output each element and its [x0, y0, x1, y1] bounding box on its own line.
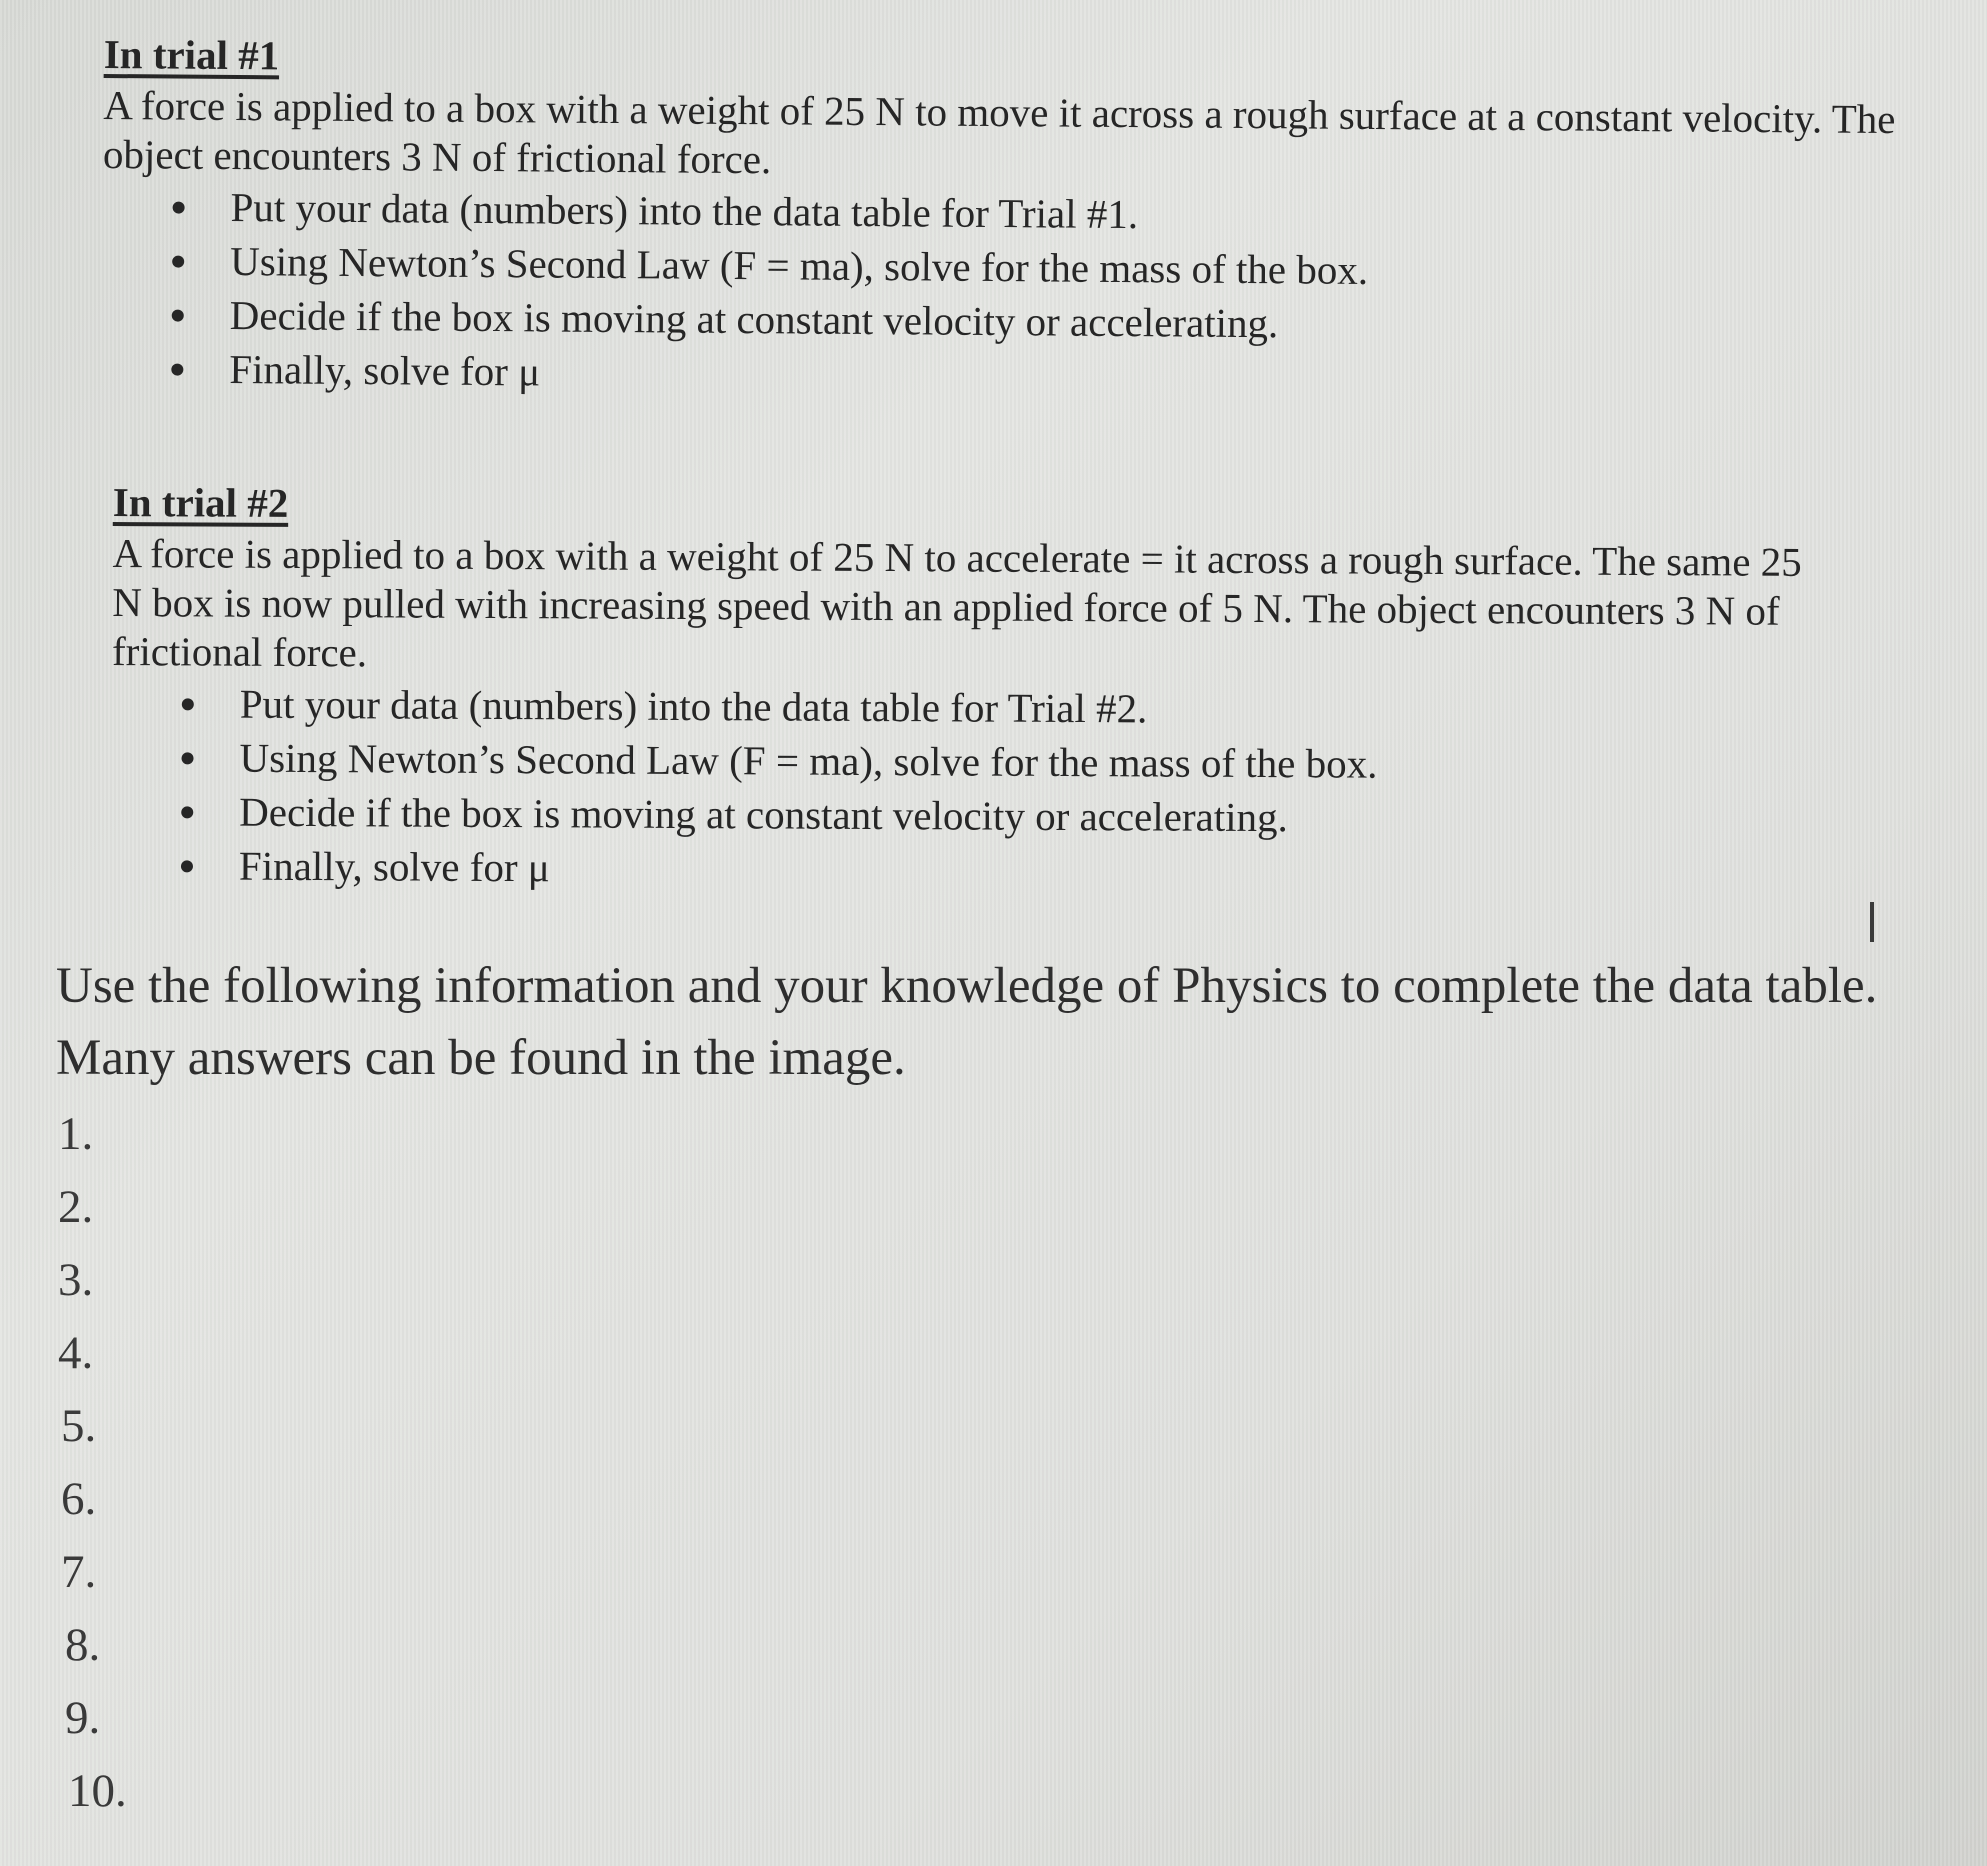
numbered-item[interactable]: 1. — [58, 1108, 94, 1160]
text-cursor-icon — [1870, 902, 1874, 942]
bullet-icon — [173, 202, 185, 214]
bullet-icon — [171, 364, 183, 376]
numbered-item[interactable]: 2. — [58, 1181, 94, 1233]
bullet-icon — [182, 752, 194, 764]
answer-number-list — [58, 1098, 127, 1828]
trial-1-heading: In trial #1 — [103, 30, 280, 79]
bullet-text: Decide if the box is moving at constant velocity or accelerating. — [229, 291, 1279, 347]
numbered-item[interactable]: 4. — [58, 1327, 94, 1379]
trial-1-bullet-list — [101, 179, 1903, 409]
bullet-text: Using Newton’s Second Law (F = ma), solve for the mass of the box. — [239, 734, 1378, 787]
list-item — [182, 676, 1832, 739]
numbered-item[interactable]: 5. — [61, 1400, 97, 1452]
bullet-text: Put your data (numbers) into the data table for Trial #2. — [239, 680, 1148, 732]
list-item — [181, 784, 1831, 847]
bullet-icon — [181, 860, 193, 872]
bullet-icon — [181, 806, 193, 818]
trial-1-paragraph: A force is applied to a box with a weight of 25 N to move it across a rough surface at a constant velocity. The object encounters 3 N of frictional force. — [102, 81, 1896, 183]
trial-1-section — [101, 30, 1904, 409]
bullet-text: Using Newton’s Second Law (F = ma), solve for the mass of the box. — [230, 237, 1369, 293]
bullet-icon — [172, 310, 184, 322]
trial-2-section — [111, 478, 1833, 901]
bullet-text: Finally, solve for μ — [238, 842, 550, 891]
list-item — [181, 838, 1831, 901]
trial-2-paragraph: A force is applied to a box with a weight of 25 N to accelerate = it across a rough surface. The same 25 N box is now pulled with increasing speed with an applied force of 5 N. The object encounters 3 N of frictional force. — [111, 529, 1802, 676]
numbered-item[interactable]: 9. — [65, 1692, 101, 1744]
bullet-icon — [182, 698, 194, 710]
bullet-text: Put your data (numbers) into the data table for Trial #1. — [230, 184, 1139, 238]
numbered-item[interactable]: 6. — [61, 1473, 97, 1525]
trial-2-heading: In trial #2 — [112, 479, 289, 526]
bullet-icon — [172, 256, 184, 268]
numbered-item[interactable]: 10. — [68, 1765, 127, 1817]
numbered-item[interactable]: 3. — [58, 1254, 94, 1306]
bullet-text: Finally, solve for μ — [229, 345, 541, 395]
list-item — [181, 730, 1831, 793]
bullet-text: Decide if the box is moving at constant velocity or accelerating. — [239, 788, 1288, 841]
instructions-text[interactable]: Use the following information and your knowledge of Physics to complete the data table. Many answers can be found in the image. — [56, 958, 1878, 1086]
trial-2-bullet-list — [111, 676, 1832, 901]
numbered-item[interactable]: 8. — [65, 1619, 101, 1671]
numbered-item[interactable]: 7. — [61, 1546, 97, 1598]
